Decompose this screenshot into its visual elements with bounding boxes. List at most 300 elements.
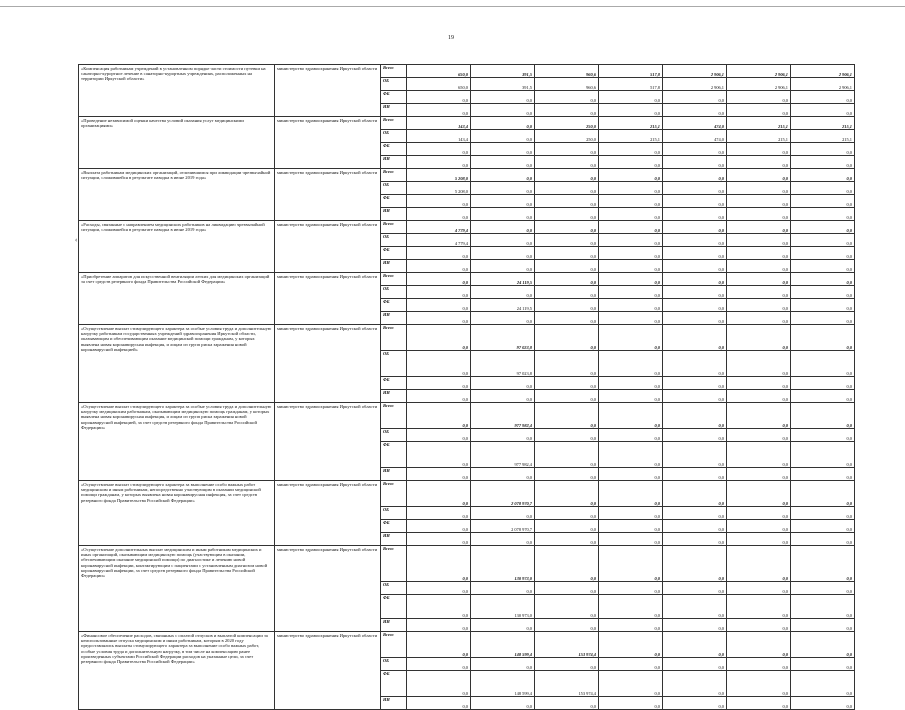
amount-cell: 0,0 [535,442,599,468]
amount-cell: 0,0 [727,156,791,169]
amount-cell: 0,0 [791,286,855,299]
table-row [79,325,855,351]
amount-cell: 0,0 [727,429,791,442]
amount-cell: 0,0 [535,595,599,619]
amount-cell: 0,0 [599,221,663,234]
amount-cell: 0,0 [407,312,471,325]
amount-cell: 0,0 [407,377,471,390]
amount-cell: 0,0 [407,286,471,299]
funding-source: ОБ [381,658,407,671]
amount-cell: 97 023,8 [471,351,535,377]
margin-mark: ‹ [75,236,78,244]
amount-cell: 0,0 [471,130,535,143]
amount-cell: 0,0 [535,697,599,710]
funding-source: ФБ [381,247,407,260]
table-row [79,481,855,507]
funding-source: ФБ [381,299,407,312]
amount-cell: 0,0 [599,351,663,377]
amount-cell: 0,0 [535,169,599,182]
amount-cell: 977 982,4 [471,442,535,468]
amount-cell: 0,0 [535,143,599,156]
amount-cell: 2 906,1 [791,65,855,78]
table-row [79,403,855,429]
amount-cell: 0,0 [599,208,663,221]
responsible-executor: министерство здравоохранения Иркутской области [275,169,381,221]
amount-cell: 0,0 [599,403,663,429]
amount-cell: 0,0 [663,104,727,117]
amount-cell: 215,1 [599,130,663,143]
amount-cell: 0,0 [471,468,535,481]
amount-cell: 0,0 [727,582,791,595]
amount-cell: 0,0 [535,377,599,390]
amount-cell: 0,0 [727,273,791,286]
amount-cell: 148 599,4 [471,632,535,658]
funding-source: ИИ [381,156,407,169]
amount-cell: 0,0 [663,169,727,182]
amount-cell: 0,0 [727,595,791,619]
amount-cell: 0,0 [727,533,791,546]
amount-cell: 391,5 [471,78,535,91]
amount-cell: 0,0 [791,632,855,658]
amount-cell: 97 023,8 [471,325,535,351]
amount-cell: 0,0 [727,442,791,468]
table-row [79,632,855,658]
amount-cell: 0,0 [599,697,663,710]
amount-cell: 0,0 [727,697,791,710]
amount-cell: 0,0 [727,632,791,658]
amount-cell: 0,0 [471,156,535,169]
amount-cell: 0,0 [535,299,599,312]
amount-cell: 0,0 [727,169,791,182]
amount-cell: 0,0 [791,520,855,533]
amount-cell: 0,0 [599,156,663,169]
amount-cell: 0,0 [599,260,663,273]
amount-cell: 0,0 [727,468,791,481]
amount-cell: 0,0 [407,658,471,671]
amount-cell: 0,0 [791,182,855,195]
funding-source: ИИ [381,104,407,117]
amount-cell: 517,8 [599,65,663,78]
amount-cell: 0,0 [727,546,791,582]
amount-cell: 0,0 [791,312,855,325]
amount-cell: 0,0 [791,595,855,619]
amount-cell: 0,0 [663,221,727,234]
amount-cell: 0,0 [471,91,535,104]
budget-table [78,64,855,710]
amount-cell: 0,0 [727,143,791,156]
amount-cell: 0,0 [535,247,599,260]
amount-cell: 250,0 [535,117,599,130]
amount-cell: 0,0 [535,273,599,286]
amount-cell: 0,0 [599,91,663,104]
amount-cell: 0,0 [727,195,791,208]
amount-cell: 0,0 [727,351,791,377]
amount-cell: 0,0 [727,260,791,273]
amount-cell: 0,0 [791,351,855,377]
amount-cell: 0,0 [727,234,791,247]
amount-cell: 0,0 [791,104,855,117]
amount-cell: 0,0 [535,312,599,325]
amount-cell: 0,0 [727,247,791,260]
amount-cell: 0,0 [599,632,663,658]
amount-cell: 2 906,1 [663,65,727,78]
amount-cell: 0,0 [663,286,727,299]
amount-cell: 0,0 [471,507,535,520]
funding-source: ФБ [381,377,407,390]
amount-cell: 0,0 [727,671,791,697]
amount-cell: 0,0 [535,582,599,595]
table-row [79,65,855,78]
amount-cell: 0,0 [663,325,727,351]
amount-cell: 0,0 [599,299,663,312]
amount-cell: 4 779,4 [407,221,471,234]
amount-cell: 0,0 [663,520,727,533]
amount-cell: 0,0 [727,658,791,671]
event-description: «Осуществление выплат стимулирующего характера за выполнение особо важных работ медицинским и иным работникам, непосредственно участвующим в оказании медицинской помощи гражданам, у которых выявлена новая коронавирусная инфекция, за счет средств резервного фонда Правительства Российской Федерации» [79,481,275,546]
amount-cell: 0,0 [407,632,471,658]
amount-cell: 0,0 [407,468,471,481]
event-description: «Расходы, связанные с направлением медицинских работников на ликвидацию чрезвычайной ситуации, сложившейся в результате паводка в июне 2019 года» [79,221,275,273]
amount-cell: 0,0 [663,697,727,710]
event-description: «Осуществление выплат стимулирующего характера за особые условия труда и дополнительную нагрузку медицинским работникам, оказывающим медицинскую помощь гражданам, у которых выявлена новая коронавирусная инфекция, и лицам из групп риска заражения новой коронавирусной инфекцией, за счет средств резервного фонда Правительства Российской Федерации» [79,403,275,481]
amount-cell: 0,0 [407,247,471,260]
amount-cell: 0,0 [471,247,535,260]
amount-cell: 0,0 [407,104,471,117]
amount-cell: 0,0 [663,299,727,312]
amount-cell: 2 906,1 [663,78,727,91]
amount-cell: 0,0 [727,507,791,520]
amount-cell: 215,1 [791,117,855,130]
amount-cell: 0,0 [663,156,727,169]
amount-cell: 0,0 [663,377,727,390]
amount-cell: 0,0 [727,312,791,325]
funding-source: ИИ [381,312,407,325]
amount-cell: 0,0 [407,520,471,533]
amount-cell: 0,0 [407,325,471,351]
amount-cell: 0,0 [407,351,471,377]
amount-cell: 2 078 970,7 [471,481,535,507]
amount-cell: 0,0 [663,351,727,377]
event-description: «Компенсация работникам учреждений в установленном порядке части стоимости путевки на санаторно-курортное лечение в санаторно-курортных учреждениях, расположенных на территории Иркутской области» [79,65,275,117]
amount-cell: 0,0 [599,595,663,619]
amount-cell: 0,0 [663,595,727,619]
responsible-executor: министерство здравоохранения Иркутской области [275,632,381,710]
amount-cell: 215,1 [791,130,855,143]
amount-cell: 0,0 [407,156,471,169]
amount-cell: 0,0 [727,208,791,221]
amount-cell: 0,0 [471,195,535,208]
amount-cell: 0,0 [791,377,855,390]
amount-cell: 0,0 [599,582,663,595]
amount-cell: 0,0 [663,632,727,658]
amount-cell: 0,0 [663,208,727,221]
amount-cell: 0,0 [791,156,855,169]
budget-table-body [79,65,855,710]
event-description: «Приобретение аппаратов для искусственной вентиляции легких для медицинских организаций за счет средств резервного фонда Правительства Российской Федерации» [79,273,275,325]
amount-cell: 0,0 [407,546,471,582]
amount-cell: 960,6 [535,65,599,78]
amount-cell: 0,0 [727,182,791,195]
amount-cell: 0,0 [407,403,471,429]
amount-cell: 0,0 [727,91,791,104]
amount-cell: 0,0 [471,286,535,299]
amount-cell: 0,0 [663,507,727,520]
amount-cell: 0,0 [791,390,855,403]
amount-cell: 0,0 [535,507,599,520]
funding-source: ОБ [381,507,407,520]
amount-cell: 0,0 [407,697,471,710]
amount-cell: 0,0 [535,195,599,208]
amount-cell: 0,0 [535,533,599,546]
funding-source: ИИ [381,390,407,403]
amount-cell: 0,0 [471,208,535,221]
amount-cell: 391,5 [471,65,535,78]
amount-cell: 0,0 [407,507,471,520]
amount-cell: 0,0 [535,546,599,582]
amount-cell: 0,0 [599,286,663,299]
amount-cell: 0,0 [599,143,663,156]
amount-cell: 0,0 [791,442,855,468]
event-description: «Проведение независимой оценки качества условий оказания услуг медицинскими организациями» [79,117,275,169]
amount-cell: 0,0 [663,429,727,442]
amount-cell: 0,0 [535,182,599,195]
amount-cell: 143,4 [407,117,471,130]
amount-cell: 0,0 [471,104,535,117]
amount-cell: 0,0 [535,104,599,117]
amount-cell: 0,0 [663,91,727,104]
amount-cell: 0,0 [407,429,471,442]
amount-cell: 0,0 [599,312,663,325]
amount-cell: 0,0 [407,390,471,403]
amount-cell: 0,0 [535,91,599,104]
amount-cell: 0,0 [599,182,663,195]
funding-source: Всего [381,273,407,286]
amount-cell: 0,0 [599,533,663,546]
amount-cell: 0,0 [535,481,599,507]
amount-cell: 5 208,0 [407,182,471,195]
amount-cell: 0,0 [407,260,471,273]
funding-source: ОБ [381,582,407,595]
amount-cell: 0,0 [407,208,471,221]
amount-cell: 0,0 [407,619,471,632]
amount-cell: 215,1 [727,117,791,130]
funding-source: Всего [381,403,407,429]
amount-cell: 0,0 [599,234,663,247]
amount-cell: 0,0 [471,582,535,595]
amount-cell: 4 779,4 [407,234,471,247]
amount-cell: 474,0 [663,130,727,143]
amount-cell: 0,0 [791,299,855,312]
amount-cell: 5 208,0 [407,169,471,182]
amount-cell: 0,0 [791,481,855,507]
funding-source: Всего [381,169,407,182]
amount-cell: 0,0 [471,377,535,390]
amount-cell: 0,0 [599,104,663,117]
amount-cell: 143,4 [407,130,471,143]
amount-cell: 0,0 [727,286,791,299]
amount-cell: 0,0 [791,247,855,260]
amount-cell: 0,0 [471,697,535,710]
amount-cell: 0,0 [471,182,535,195]
amount-cell: 0,0 [791,260,855,273]
funding-source: ИИ [381,533,407,546]
amount-cell: 0,0 [791,468,855,481]
amount-cell: 0,0 [663,546,727,582]
amount-cell: 0,0 [407,91,471,104]
amount-cell: 0,0 [471,234,535,247]
amount-cell: 130 973,0 [471,546,535,582]
amount-cell: 0,0 [727,520,791,533]
amount-cell: 960,6 [535,78,599,91]
amount-cell: 0,0 [791,658,855,671]
funding-source: ОБ [381,78,407,91]
amount-cell: 0,0 [599,325,663,351]
funding-source: Всего [381,221,407,234]
amount-cell: 0,0 [535,520,599,533]
amount-cell: 0,0 [535,156,599,169]
amount-cell: 0,0 [791,208,855,221]
amount-cell: 0,0 [407,195,471,208]
amount-cell: 250,0 [535,130,599,143]
funding-source: ФБ [381,91,407,104]
amount-cell: 0,0 [407,595,471,619]
funding-source: ОБ [381,234,407,247]
amount-cell: 0,0 [535,403,599,429]
amount-cell: 0,0 [471,143,535,156]
event-description: «Финансовое обеспечение расходов, связанных с оплатой отпусков и выплатой компенсации за неиспользованные отпуска медицинским и иным работникам, которым в 2020 году предоставлялись выплаты стимулирующего характера за выполнение особо важных работ, особые условия труда и дополнительную нагрузку, в том числе на компенсацию ранее произведенных субъектами Российской Федерации расходов на указанные цели, за счет резервного фонда Правительства Российской Федерации» [79,632,275,710]
amount-cell: 0,0 [663,658,727,671]
amount-cell: 650,0 [407,78,471,91]
amount-cell: 0,0 [791,671,855,697]
amount-cell: 0,0 [791,429,855,442]
amount-cell: 0,0 [663,312,727,325]
amount-cell: 0,0 [407,299,471,312]
amount-cell: 0,0 [791,169,855,182]
amount-cell: 0,0 [663,247,727,260]
amount-cell: 0,0 [599,619,663,632]
funding-source: ИИ [381,260,407,273]
amount-cell: 0,0 [663,671,727,697]
amount-cell: 0,0 [471,169,535,182]
amount-cell: 0,0 [791,546,855,582]
amount-cell: 0,0 [663,182,727,195]
amount-cell: 0,0 [791,582,855,595]
amount-cell: 0,0 [471,658,535,671]
responsible-executor: министерство здравоохранения Иркутской области [275,403,381,481]
amount-cell: 0,0 [535,658,599,671]
amount-cell: 517,8 [599,78,663,91]
amount-cell: 0,0 [471,390,535,403]
amount-cell: 0,0 [599,442,663,468]
amount-cell: 0,0 [727,619,791,632]
amount-cell: 0,0 [407,533,471,546]
funding-source: ОБ [381,286,407,299]
event-description: «Осуществление дополнительных выплат медицинским и иным работникам медицинских и иных организаций, оказывающим медицинскую помощь (участвующим в оказании, обеспечивающим оказание медицинской помощи) по диагностике и лечению новой коронавирусной инфекции, контактирующим с пациентами с установленным диагнозом новой коронавирусной инфекции, за счет средств резервного фонда Правительства Российской Федерации» [79,546,275,632]
amount-cell: 0,0 [599,481,663,507]
amount-cell: 0,0 [535,351,599,377]
responsible-executor: министерство здравоохранения Иркутской области [275,65,381,117]
event-description: «Осуществление выплат стимулирующего характера за особые условия труда и дополнительную нагрузку работникам государственных учреждений здравоохранения Иркутской области, оказывающим и обеспечивающим оказание медицинской помощи гражданам, у которых выявлена новая коронавирусная инфекция, и лицам из групп риска заражения новой коронавирусной инфекцией» [79,325,275,403]
amount-cell: 215,1 [727,130,791,143]
amount-cell: 0,0 [663,195,727,208]
amount-cell: 0,0 [663,143,727,156]
amount-cell: 153 974,4 [535,671,599,697]
responsible-executor: министерство здравоохранения Иркутской области [275,221,381,273]
responsible-executor: министерство здравоохранения Иркутской области [275,325,381,403]
funding-source: ФБ [381,442,407,468]
amount-cell: 0,0 [663,260,727,273]
table-row [79,546,855,582]
amount-cell: 0,0 [791,221,855,234]
amount-cell: 0,0 [663,619,727,632]
event-description: «Выплата работникам медицинских организаций, отличившимся при ликвидации чрезвычайной ситуации, сложившейся в результате паводка в июне 2019 года» [79,169,275,221]
amount-cell: 0,0 [471,221,535,234]
amount-cell: 148 599,4 [471,671,535,697]
amount-cell: 0,0 [663,390,727,403]
amount-cell: 977 982,4 [471,403,535,429]
funding-source: Всего [381,65,407,78]
amount-cell: 0,0 [663,582,727,595]
amount-cell: 2 078 970,7 [471,520,535,533]
funding-source: ИИ [381,619,407,632]
amount-cell: 0,0 [727,390,791,403]
amount-cell: 0,0 [599,273,663,286]
amount-cell: 0,0 [791,697,855,710]
amount-cell: 0,0 [599,169,663,182]
table-row [79,221,855,234]
amount-cell: 0,0 [727,403,791,429]
amount-cell: 2 906,1 [727,65,791,78]
amount-cell: 0,0 [535,221,599,234]
amount-cell: 0,0 [471,117,535,130]
amount-cell: 0,0 [599,658,663,671]
table-row [79,169,855,182]
amount-cell: 0,0 [471,429,535,442]
funding-source: Всего [381,117,407,130]
amount-cell: 0,0 [727,104,791,117]
responsible-executor: министерство здравоохранения Иркутской области [275,273,381,325]
funding-source: Всего [381,632,407,658]
amount-cell: 0,0 [663,273,727,286]
amount-cell: 0,0 [407,143,471,156]
amount-cell: 0,0 [599,390,663,403]
funding-source: ОБ [381,130,407,143]
amount-cell: 0,0 [407,671,471,697]
funding-source: Всего [381,546,407,582]
funding-source: Всего [381,325,407,351]
amount-cell: 0,0 [791,403,855,429]
amount-cell: 0,0 [727,221,791,234]
amount-cell: 215,1 [599,117,663,130]
page-top-edge [0,6,905,7]
amount-cell: 24 119,5 [471,273,535,286]
funding-source: ОБ [381,429,407,442]
amount-cell: 0,0 [407,582,471,595]
amount-cell: 0,0 [471,533,535,546]
amount-cell: 0,0 [727,325,791,351]
amount-cell: 130 973,0 [471,595,535,619]
amount-cell: 0,0 [663,442,727,468]
amount-cell: 2 906,1 [791,78,855,91]
amount-cell: 0,0 [471,619,535,632]
table-row [79,117,855,130]
amount-cell: 0,0 [727,299,791,312]
amount-cell: 0,0 [599,429,663,442]
amount-cell: 0,0 [599,507,663,520]
amount-cell: 0,0 [535,208,599,221]
funding-source: ОБ [381,182,407,195]
amount-cell: 0,0 [663,533,727,546]
